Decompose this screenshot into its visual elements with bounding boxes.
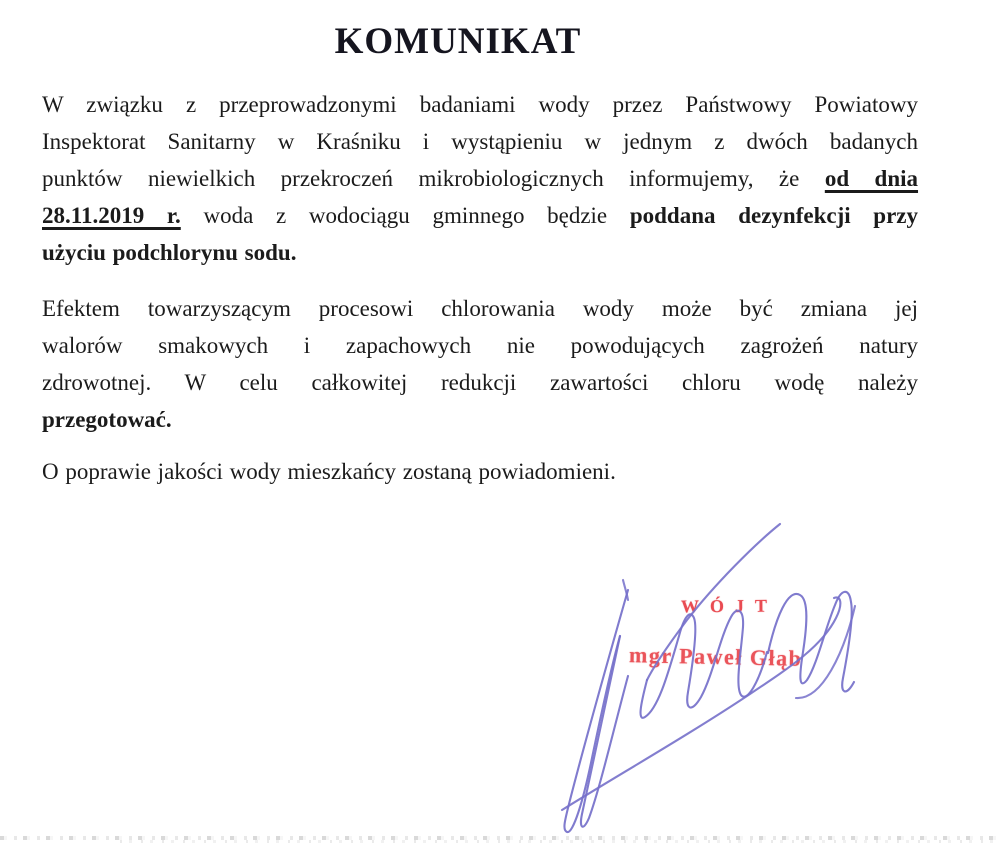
paragraph-line (42, 234, 918, 271)
paragraph-line (42, 364, 918, 401)
text-run: Inspektorat Sanitarny w Kraśniku i wystąpieniu w jednym z dwóch badanych (42, 129, 918, 154)
text-run: walorów smakowych i zapachowych nie powodujących zagrożeń natury (42, 333, 918, 358)
paragraph-line (42, 290, 918, 327)
paragraph-line (42, 327, 918, 364)
text-run: Efektem towarzyszącym procesowi chlorowania wody może być zmiana jej (42, 296, 918, 321)
handwritten-signature (550, 518, 884, 840)
paragraph-chlorination-effects (42, 290, 918, 438)
paragraph-line (42, 197, 918, 234)
date-emphasis-start: od dnia (824, 166, 919, 191)
stamp-role-text: WÓJT (680, 595, 779, 617)
text-run: W związku z przeprowadzonymi badaniami wody przez Państwowy Powiatowy (42, 92, 918, 117)
paragraph-line (42, 160, 918, 197)
stamp-name-text: mgr Paweł Głąb (628, 642, 803, 671)
document-content (42, 0, 918, 490)
text-run: zdrowotnej. W celu całkowitej redukcji zawartości chloru wodę należy (42, 370, 918, 395)
date-emphasis: 28.11.2019 r. (42, 203, 181, 228)
bold-run: użyciu podchlorynu sodu. (42, 240, 297, 265)
page-title: KOMUNIKAT (334, 21, 582, 62)
text-run: O poprawie jakości wody mieszkańcy zostaną powiadomieni. (42, 459, 616, 484)
bold-run: przegotować. (42, 407, 172, 432)
paragraph-line (42, 453, 918, 490)
paragraph-announcement (42, 86, 918, 271)
scan-artifact-line (120, 840, 1000, 843)
paragraph-line (42, 86, 918, 123)
paragraph-line (42, 401, 918, 438)
paragraph-line (42, 123, 918, 160)
bold-run: poddana dezynfekcji przy (629, 203, 919, 228)
paragraph-notification (42, 453, 918, 490)
text-run: woda z wodociągu gminnego będzie (203, 203, 608, 228)
text-run: punktów niewielkich przekroczeń mikrobiologicznych informujemy, że (42, 166, 800, 191)
